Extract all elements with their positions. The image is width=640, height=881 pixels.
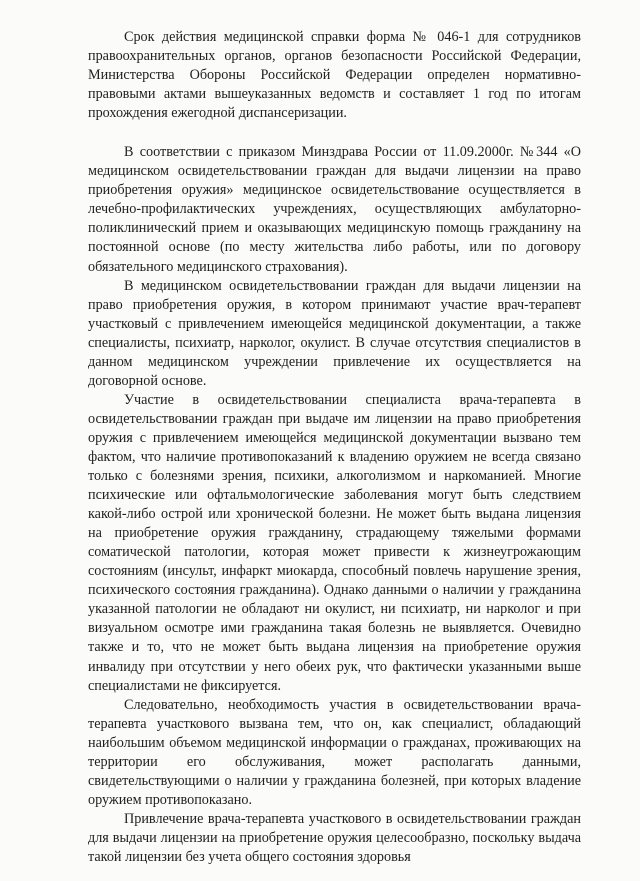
document-body	[88, 28, 581, 867]
paragraph-examination-participants: В медицинском освидетельствовании граждан для выдачи лицензии на право приобретения оружия, в котором принимают участие врач-терапевт участковый с привлечением имеющейся медицинской документации, а также специалисты, психиатр, нарколог, окулист. В случае отсутствия специалистов в данном медицинском учреждении привлечение их осуществляется на договорной основе.	[88, 277, 581, 389]
paragraph-gap	[88, 123, 581, 143]
paragraph-continuation: Привлечение врача-терапевта участкового в освидетельствовании граждан для выдачи лицензии на приобретение оружия целесообразно, поскольку выдача такой лицензии без учета общего состояния здоровья	[88, 810, 581, 865]
paragraph-order-344: В соответствии с приказом Минздрава России от 11.09.2000г. №344 «О медицинском освидетельствовании граждан для выдачи лицензии на право приобретения оружия» медицинское освидетельствование осуществляется в лечебно-профилактических учреждениях, осуществляющих амбулаторно-поликлинический прием и оказывающих медицинскую помощь гражданину на постоянной основе (по месту жительства либо работы, или по договору обязательного медицинского страхования).	[88, 144, 581, 275]
paragraph-therapist-role: Участие в освидетельствовании специалиста врача-терапевта в освидетельствовании граждан при выдаче им лицензии на право приобретения оружия с привлечением имеющейся медицинской документации вызвано тем фактом, что наличие противопоказаний к владению оружием не всегда связано только с болезнями зрения, психики, алкоголизмом и наркоманией. Многие психические или офтальмологические заболевания могут быть следствием какой-либо острой или хронической болезни. Не может быть выдана лицензия на приобретение оружия гражданину, страдающему тяжелыми формами соматической патологии, которая может привести к жизнеугрожающим состояниям (инсульт, инфаркт миокарда, способный повлечь нарушение зрения, психического состояния гражданина). Однако данными о наличии у гражданина указанной патологии не обладают ни окулист, ни психиатр, ни нарколог и при визуальном осмотре ими гражданина такая болезнь не выявляется. Очевидно также и то, что не может быть выдана лицензия на приобретение оружия инвалиду при отсутствии у него обеих рук, что фактически указанными выше специалистами не фиксируется.	[88, 391, 581, 694]
paragraph-conclusion: Следовательно, необходимость участия в освидетельствовании врача-терапевта участкового вызвана тем, что он, как специалист, обладающий наибольшим объемом медицинской информации о гражданах, проживающих на территории его обслуживания, может располагать данными, свидетельствующими о наличии у гражданина болезней, при которых владение оружием противопоказано.	[88, 696, 581, 808]
paragraph-certificate-validity: Срок действия медицинской справки форма № 046-1 для сотрудников правоохранительных органов, органов безопасности Российской Федерации, Министерства Обороны Российской Федерации определен нормативно-правовыми актами вышеуказанных ведомств и составляет 1 год по итогам прохождения ежегодной диспансеризации.	[88, 29, 581, 122]
